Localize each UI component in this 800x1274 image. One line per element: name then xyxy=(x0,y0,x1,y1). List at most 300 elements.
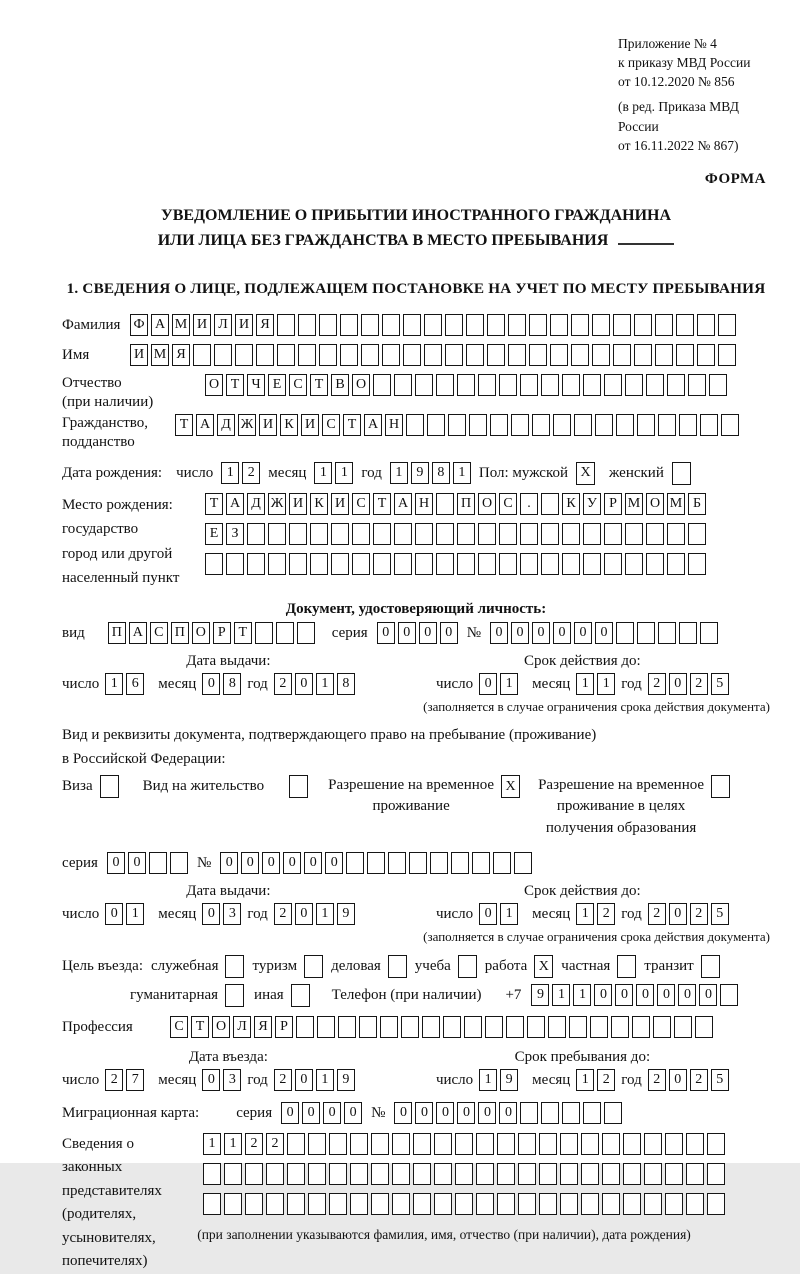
char-cell[interactable] xyxy=(529,314,547,336)
char-cell[interactable]: 0 xyxy=(419,622,437,644)
char-cell[interactable] xyxy=(520,523,538,545)
char-cell[interactable]: 0 xyxy=(394,1102,412,1124)
char-cell[interactable]: 8 xyxy=(337,673,355,695)
char-cell[interactable]: М xyxy=(625,493,643,515)
char-cell[interactable] xyxy=(476,1193,494,1215)
char-cell[interactable]: Т xyxy=(310,374,328,396)
char-cell[interactable] xyxy=(266,1163,284,1185)
char-cell[interactable]: 1 xyxy=(224,1133,242,1155)
char-cell[interactable]: 1 xyxy=(500,903,518,925)
char-cell[interactable] xyxy=(472,852,490,874)
char-cell[interactable]: 1 xyxy=(105,673,123,695)
purpose-turizm-checkbox[interactable] xyxy=(304,955,323,978)
char-cell[interactable] xyxy=(289,553,307,575)
char-cell[interactable]: 0 xyxy=(220,852,238,874)
char-cell[interactable]: 9 xyxy=(500,1069,518,1091)
char-cell[interactable] xyxy=(361,314,379,336)
char-cell[interactable] xyxy=(625,523,643,545)
char-cell[interactable] xyxy=(592,344,610,366)
char-cell[interactable] xyxy=(457,374,475,396)
char-cell[interactable] xyxy=(478,374,496,396)
char-cell[interactable]: 3 xyxy=(223,1069,241,1091)
char-cell[interactable]: 1 xyxy=(126,903,144,925)
char-cell[interactable]: 0 xyxy=(478,1102,496,1124)
char-cell[interactable] xyxy=(560,1133,578,1155)
char-cell[interactable]: 1 xyxy=(335,462,353,484)
char-cell[interactable] xyxy=(604,553,622,575)
char-cell[interactable] xyxy=(637,622,655,644)
char-cell[interactable] xyxy=(518,1163,536,1185)
char-cell[interactable] xyxy=(455,1193,473,1215)
char-cell[interactable]: 0 xyxy=(669,673,687,695)
char-cell[interactable] xyxy=(331,523,349,545)
char-cell[interactable]: Т xyxy=(226,374,244,396)
char-cell[interactable]: 0 xyxy=(657,984,675,1006)
char-cell[interactable]: М xyxy=(667,493,685,515)
char-cell[interactable] xyxy=(319,314,337,336)
char-cell[interactable] xyxy=(718,344,736,366)
char-cell[interactable]: И xyxy=(235,314,253,336)
char-cell[interactable] xyxy=(350,1133,368,1155)
char-cell[interactable]: У xyxy=(583,493,601,515)
char-cell[interactable] xyxy=(700,414,718,436)
purpose-delovaya-checkbox[interactable] xyxy=(388,955,407,978)
char-cell[interactable] xyxy=(571,344,589,366)
char-cell[interactable] xyxy=(527,1016,545,1038)
char-cell[interactable]: 6 xyxy=(126,673,144,695)
char-cell[interactable]: 0 xyxy=(415,1102,433,1124)
char-cell[interactable] xyxy=(604,374,622,396)
char-cell[interactable] xyxy=(361,344,379,366)
char-cell[interactable]: А xyxy=(394,493,412,515)
char-cell[interactable] xyxy=(436,523,454,545)
char-cell[interactable] xyxy=(514,852,532,874)
purpose-sluzhebnaya-checkbox[interactable] xyxy=(225,955,244,978)
char-cell[interactable] xyxy=(359,1016,377,1038)
char-cell[interactable] xyxy=(415,374,433,396)
char-cell[interactable] xyxy=(493,852,511,874)
char-cell[interactable] xyxy=(655,314,673,336)
char-cell[interactable] xyxy=(255,622,273,644)
char-cell[interactable]: Д xyxy=(217,414,235,436)
char-cell[interactable] xyxy=(613,314,631,336)
char-cell[interactable]: 1 xyxy=(316,903,334,925)
char-cell[interactable] xyxy=(541,374,559,396)
char-cell[interactable] xyxy=(655,344,673,366)
char-cell[interactable] xyxy=(268,523,286,545)
char-cell[interactable]: О xyxy=(646,493,664,515)
char-cell[interactable] xyxy=(268,553,286,575)
char-cell[interactable] xyxy=(451,852,469,874)
char-cell[interactable]: О xyxy=(192,622,210,644)
char-cell[interactable]: 1 xyxy=(221,462,239,484)
char-cell[interactable] xyxy=(548,1016,566,1038)
char-cell[interactable] xyxy=(616,414,634,436)
char-cell[interactable] xyxy=(667,374,685,396)
char-cell[interactable]: 0 xyxy=(241,852,259,874)
char-cell[interactable]: Б xyxy=(688,493,706,515)
char-cell[interactable] xyxy=(464,1016,482,1038)
char-cell[interactable] xyxy=(247,523,265,545)
char-cell[interactable] xyxy=(595,414,613,436)
char-cell[interactable] xyxy=(443,1016,461,1038)
char-cell[interactable]: Т xyxy=(343,414,361,436)
char-cell[interactable] xyxy=(319,344,337,366)
char-cell[interactable]: 0 xyxy=(295,1069,313,1091)
char-cell[interactable] xyxy=(193,344,211,366)
char-cell[interactable] xyxy=(539,1193,557,1215)
char-cell[interactable] xyxy=(277,314,295,336)
char-cell[interactable]: 9 xyxy=(411,462,429,484)
char-cell[interactable] xyxy=(317,1016,335,1038)
char-cell[interactable] xyxy=(499,523,517,545)
char-cell[interactable]: А xyxy=(226,493,244,515)
char-cell[interactable]: 2 xyxy=(648,673,666,695)
char-cell[interactable]: 7 xyxy=(126,1069,144,1091)
char-cell[interactable] xyxy=(401,1016,419,1038)
char-cell[interactable]: И xyxy=(130,344,148,366)
char-cell[interactable]: С xyxy=(352,493,370,515)
char-cell[interactable] xyxy=(415,553,433,575)
char-cell[interactable] xyxy=(298,314,316,336)
char-cell[interactable] xyxy=(203,1163,221,1185)
char-cell[interactable]: П xyxy=(457,493,475,515)
char-cell[interactable] xyxy=(625,553,643,575)
char-cell[interactable] xyxy=(721,414,739,436)
char-cell[interactable] xyxy=(623,1193,641,1215)
char-cell[interactable] xyxy=(569,1016,587,1038)
char-cell[interactable]: 0 xyxy=(304,852,322,874)
char-cell[interactable]: 1 xyxy=(576,673,594,695)
char-cell[interactable]: 5 xyxy=(711,903,729,925)
sex-male-checkbox[interactable]: X xyxy=(576,462,595,485)
char-cell[interactable] xyxy=(688,374,706,396)
char-cell[interactable] xyxy=(329,1133,347,1155)
char-cell[interactable]: Е xyxy=(268,374,286,396)
char-cell[interactable]: 2 xyxy=(597,1069,615,1091)
char-cell[interactable] xyxy=(331,553,349,575)
char-cell[interactable] xyxy=(490,414,508,436)
char-cell[interactable] xyxy=(430,852,448,874)
char-cell[interactable] xyxy=(644,1193,662,1215)
char-cell[interactable] xyxy=(149,852,167,874)
char-cell[interactable] xyxy=(434,1133,452,1155)
char-cell[interactable] xyxy=(518,1193,536,1215)
char-cell[interactable]: К xyxy=(310,493,328,515)
char-cell[interactable] xyxy=(532,414,550,436)
char-cell[interactable] xyxy=(340,314,358,336)
char-cell[interactable] xyxy=(308,1133,326,1155)
char-cell[interactable]: 0 xyxy=(105,903,123,925)
temp-residence-edu-checkbox[interactable] xyxy=(711,775,730,798)
char-cell[interactable] xyxy=(623,1133,641,1155)
char-cell[interactable] xyxy=(646,374,664,396)
char-cell[interactable] xyxy=(590,1016,608,1038)
char-cell[interactable] xyxy=(476,1163,494,1185)
char-cell[interactable]: 0 xyxy=(553,622,571,644)
char-cell[interactable]: Е xyxy=(205,523,223,545)
char-cell[interactable] xyxy=(415,523,433,545)
char-cell[interactable]: О xyxy=(352,374,370,396)
char-cell[interactable]: 8 xyxy=(432,462,450,484)
char-cell[interactable] xyxy=(298,344,316,366)
char-cell[interactable] xyxy=(352,553,370,575)
char-cell[interactable] xyxy=(562,374,580,396)
char-cell[interactable] xyxy=(574,414,592,436)
char-cell[interactable] xyxy=(634,314,652,336)
char-cell[interactable]: 2 xyxy=(597,903,615,925)
char-cell[interactable] xyxy=(476,1133,494,1155)
char-cell[interactable] xyxy=(224,1163,242,1185)
char-cell[interactable]: 1 xyxy=(453,462,471,484)
char-cell[interactable] xyxy=(529,344,547,366)
char-cell[interactable] xyxy=(413,1193,431,1215)
char-cell[interactable] xyxy=(413,1133,431,1155)
char-cell[interactable]: Н xyxy=(385,414,403,436)
char-cell[interactable]: В xyxy=(331,374,349,396)
char-cell[interactable] xyxy=(611,1016,629,1038)
char-cell[interactable] xyxy=(434,1163,452,1185)
char-cell[interactable] xyxy=(455,1163,473,1185)
char-cell[interactable] xyxy=(707,1193,725,1215)
char-cell[interactable] xyxy=(646,553,664,575)
char-cell[interactable]: 8 xyxy=(223,673,241,695)
char-cell[interactable]: 2 xyxy=(274,903,292,925)
char-cell[interactable] xyxy=(541,1102,559,1124)
char-cell[interactable] xyxy=(518,1133,536,1155)
purpose-tranzit-checkbox[interactable] xyxy=(701,955,720,978)
purpose-inaya-checkbox[interactable] xyxy=(291,984,310,1007)
char-cell[interactable] xyxy=(352,523,370,545)
char-cell[interactable] xyxy=(550,344,568,366)
char-cell[interactable] xyxy=(665,1193,683,1215)
char-cell[interactable]: Л xyxy=(233,1016,251,1038)
char-cell[interactable] xyxy=(308,1163,326,1185)
char-cell[interactable] xyxy=(583,553,601,575)
char-cell[interactable] xyxy=(445,344,463,366)
char-cell[interactable]: Я xyxy=(254,1016,272,1038)
char-cell[interactable] xyxy=(499,553,517,575)
char-cell[interactable]: И xyxy=(193,314,211,336)
char-cell[interactable] xyxy=(478,523,496,545)
char-cell[interactable] xyxy=(203,1193,221,1215)
char-cell[interactable]: 2 xyxy=(648,1069,666,1091)
char-cell[interactable] xyxy=(686,1163,704,1185)
char-cell[interactable]: Ч xyxy=(247,374,265,396)
char-cell[interactable] xyxy=(478,553,496,575)
char-cell[interactable]: Р xyxy=(213,622,231,644)
char-cell[interactable] xyxy=(424,344,442,366)
char-cell[interactable] xyxy=(388,852,406,874)
char-cell[interactable] xyxy=(658,622,676,644)
char-cell[interactable]: И xyxy=(301,414,319,436)
char-cell[interactable] xyxy=(709,374,727,396)
char-cell[interactable] xyxy=(632,1016,650,1038)
char-cell[interactable] xyxy=(583,523,601,545)
char-cell[interactable] xyxy=(541,553,559,575)
char-cell[interactable] xyxy=(602,1163,620,1185)
char-cell[interactable] xyxy=(436,553,454,575)
char-cell[interactable] xyxy=(676,314,694,336)
char-cell[interactable] xyxy=(371,1163,389,1185)
char-cell[interactable] xyxy=(562,553,580,575)
char-cell[interactable]: П xyxy=(171,622,189,644)
char-cell[interactable] xyxy=(466,314,484,336)
char-cell[interactable]: 0 xyxy=(107,852,125,874)
char-cell[interactable] xyxy=(371,1133,389,1155)
char-cell[interactable]: 0 xyxy=(678,984,696,1006)
title-blank-line[interactable] xyxy=(618,229,674,245)
char-cell[interactable]: Р xyxy=(604,493,622,515)
char-cell[interactable] xyxy=(497,1163,515,1185)
char-cell[interactable]: 0 xyxy=(302,1102,320,1124)
char-cell[interactable] xyxy=(583,374,601,396)
char-cell[interactable] xyxy=(506,1016,524,1038)
sex-female-checkbox[interactable] xyxy=(672,462,691,485)
char-cell[interactable]: 0 xyxy=(202,1069,220,1091)
char-cell[interactable] xyxy=(653,1016,671,1038)
char-cell[interactable] xyxy=(394,553,412,575)
char-cell[interactable]: 0 xyxy=(479,673,497,695)
char-cell[interactable]: 0 xyxy=(669,903,687,925)
char-cell[interactable] xyxy=(373,553,391,575)
char-cell[interactable]: М xyxy=(151,344,169,366)
char-cell[interactable] xyxy=(346,852,364,874)
char-cell[interactable] xyxy=(499,374,517,396)
char-cell[interactable] xyxy=(380,1016,398,1038)
char-cell[interactable] xyxy=(550,314,568,336)
char-cell[interactable]: 0 xyxy=(499,1102,517,1124)
char-cell[interactable]: 1 xyxy=(316,1069,334,1091)
char-cell[interactable] xyxy=(297,622,315,644)
char-cell[interactable] xyxy=(667,553,685,575)
char-cell[interactable] xyxy=(667,523,685,545)
char-cell[interactable]: 2 xyxy=(274,673,292,695)
char-cell[interactable]: 0 xyxy=(295,903,313,925)
char-cell[interactable]: 1 xyxy=(573,984,591,1006)
char-cell[interactable] xyxy=(665,1163,683,1185)
char-cell[interactable] xyxy=(394,523,412,545)
char-cell[interactable]: 2 xyxy=(690,673,708,695)
char-cell[interactable] xyxy=(170,852,188,874)
char-cell[interactable] xyxy=(695,1016,713,1038)
char-cell[interactable] xyxy=(310,523,328,545)
char-cell[interactable] xyxy=(644,1163,662,1185)
char-cell[interactable]: 1 xyxy=(203,1133,221,1155)
char-cell[interactable] xyxy=(674,1016,692,1038)
char-cell[interactable] xyxy=(688,553,706,575)
char-cell[interactable]: 0 xyxy=(281,1102,299,1124)
char-cell[interactable] xyxy=(697,344,715,366)
char-cell[interactable] xyxy=(373,523,391,545)
char-cell[interactable]: 0 xyxy=(594,984,612,1006)
char-cell[interactable]: 0 xyxy=(262,852,280,874)
char-cell[interactable]: З xyxy=(226,523,244,545)
char-cell[interactable]: 3 xyxy=(223,903,241,925)
char-cell[interactable]: 0 xyxy=(457,1102,475,1124)
char-cell[interactable] xyxy=(508,344,526,366)
char-cell[interactable] xyxy=(583,1102,601,1124)
char-cell[interactable]: 2 xyxy=(245,1133,263,1155)
char-cell[interactable]: 0 xyxy=(532,622,550,644)
char-cell[interactable]: С xyxy=(150,622,168,644)
char-cell[interactable] xyxy=(553,414,571,436)
char-cell[interactable]: А xyxy=(196,414,214,436)
char-cell[interactable]: 0 xyxy=(344,1102,362,1124)
char-cell[interactable]: Т xyxy=(234,622,252,644)
char-cell[interactable] xyxy=(485,1016,503,1038)
char-cell[interactable] xyxy=(287,1193,305,1215)
temp-residence-checkbox[interactable]: X xyxy=(501,775,520,798)
char-cell[interactable] xyxy=(581,1163,599,1185)
char-cell[interactable] xyxy=(329,1193,347,1215)
char-cell[interactable]: 0 xyxy=(595,622,613,644)
char-cell[interactable] xyxy=(340,344,358,366)
char-cell[interactable]: 0 xyxy=(323,1102,341,1124)
char-cell[interactable] xyxy=(602,1193,620,1215)
char-cell[interactable]: К xyxy=(562,493,580,515)
char-cell[interactable]: О xyxy=(205,374,223,396)
char-cell[interactable]: 1 xyxy=(552,984,570,1006)
purpose-rabota-checkbox[interactable]: X xyxy=(534,955,553,978)
char-cell[interactable]: 0 xyxy=(128,852,146,874)
char-cell[interactable] xyxy=(520,1102,538,1124)
char-cell[interactable]: Л xyxy=(214,314,232,336)
char-cell[interactable]: 1 xyxy=(390,462,408,484)
char-cell[interactable] xyxy=(422,1016,440,1038)
char-cell[interactable] xyxy=(409,852,427,874)
char-cell[interactable] xyxy=(276,622,294,644)
char-cell[interactable] xyxy=(697,314,715,336)
char-cell[interactable] xyxy=(457,553,475,575)
char-cell[interactable] xyxy=(247,553,265,575)
char-cell[interactable]: 0 xyxy=(436,1102,454,1124)
char-cell[interactable] xyxy=(707,1163,725,1185)
char-cell[interactable]: 0 xyxy=(636,984,654,1006)
char-cell[interactable] xyxy=(245,1193,263,1215)
char-cell[interactable]: Д xyxy=(247,493,265,515)
char-cell[interactable]: 5 xyxy=(711,1069,729,1091)
char-cell[interactable]: С xyxy=(289,374,307,396)
char-cell[interactable]: 0 xyxy=(295,673,313,695)
char-cell[interactable]: С xyxy=(322,414,340,436)
char-cell[interactable] xyxy=(644,1133,662,1155)
char-cell[interactable] xyxy=(235,344,253,366)
char-cell[interactable] xyxy=(403,314,421,336)
char-cell[interactable]: 0 xyxy=(440,622,458,644)
char-cell[interactable] xyxy=(592,314,610,336)
char-cell[interactable] xyxy=(350,1163,368,1185)
char-cell[interactable] xyxy=(581,1193,599,1215)
char-cell[interactable] xyxy=(700,622,718,644)
char-cell[interactable] xyxy=(224,1193,242,1215)
char-cell[interactable]: И xyxy=(331,493,349,515)
char-cell[interactable]: Т xyxy=(191,1016,209,1038)
char-cell[interactable]: Ж xyxy=(268,493,286,515)
char-cell[interactable] xyxy=(424,314,442,336)
char-cell[interactable] xyxy=(686,1193,704,1215)
char-cell[interactable]: Я xyxy=(256,314,274,336)
char-cell[interactable]: П xyxy=(108,622,126,644)
char-cell[interactable] xyxy=(392,1163,410,1185)
char-cell[interactable]: 0 xyxy=(202,903,220,925)
char-cell[interactable] xyxy=(329,1163,347,1185)
char-cell[interactable] xyxy=(367,852,385,874)
char-cell[interactable]: 2 xyxy=(648,903,666,925)
char-cell[interactable] xyxy=(520,374,538,396)
char-cell[interactable] xyxy=(497,1133,515,1155)
visa-checkbox[interactable] xyxy=(100,775,119,798)
